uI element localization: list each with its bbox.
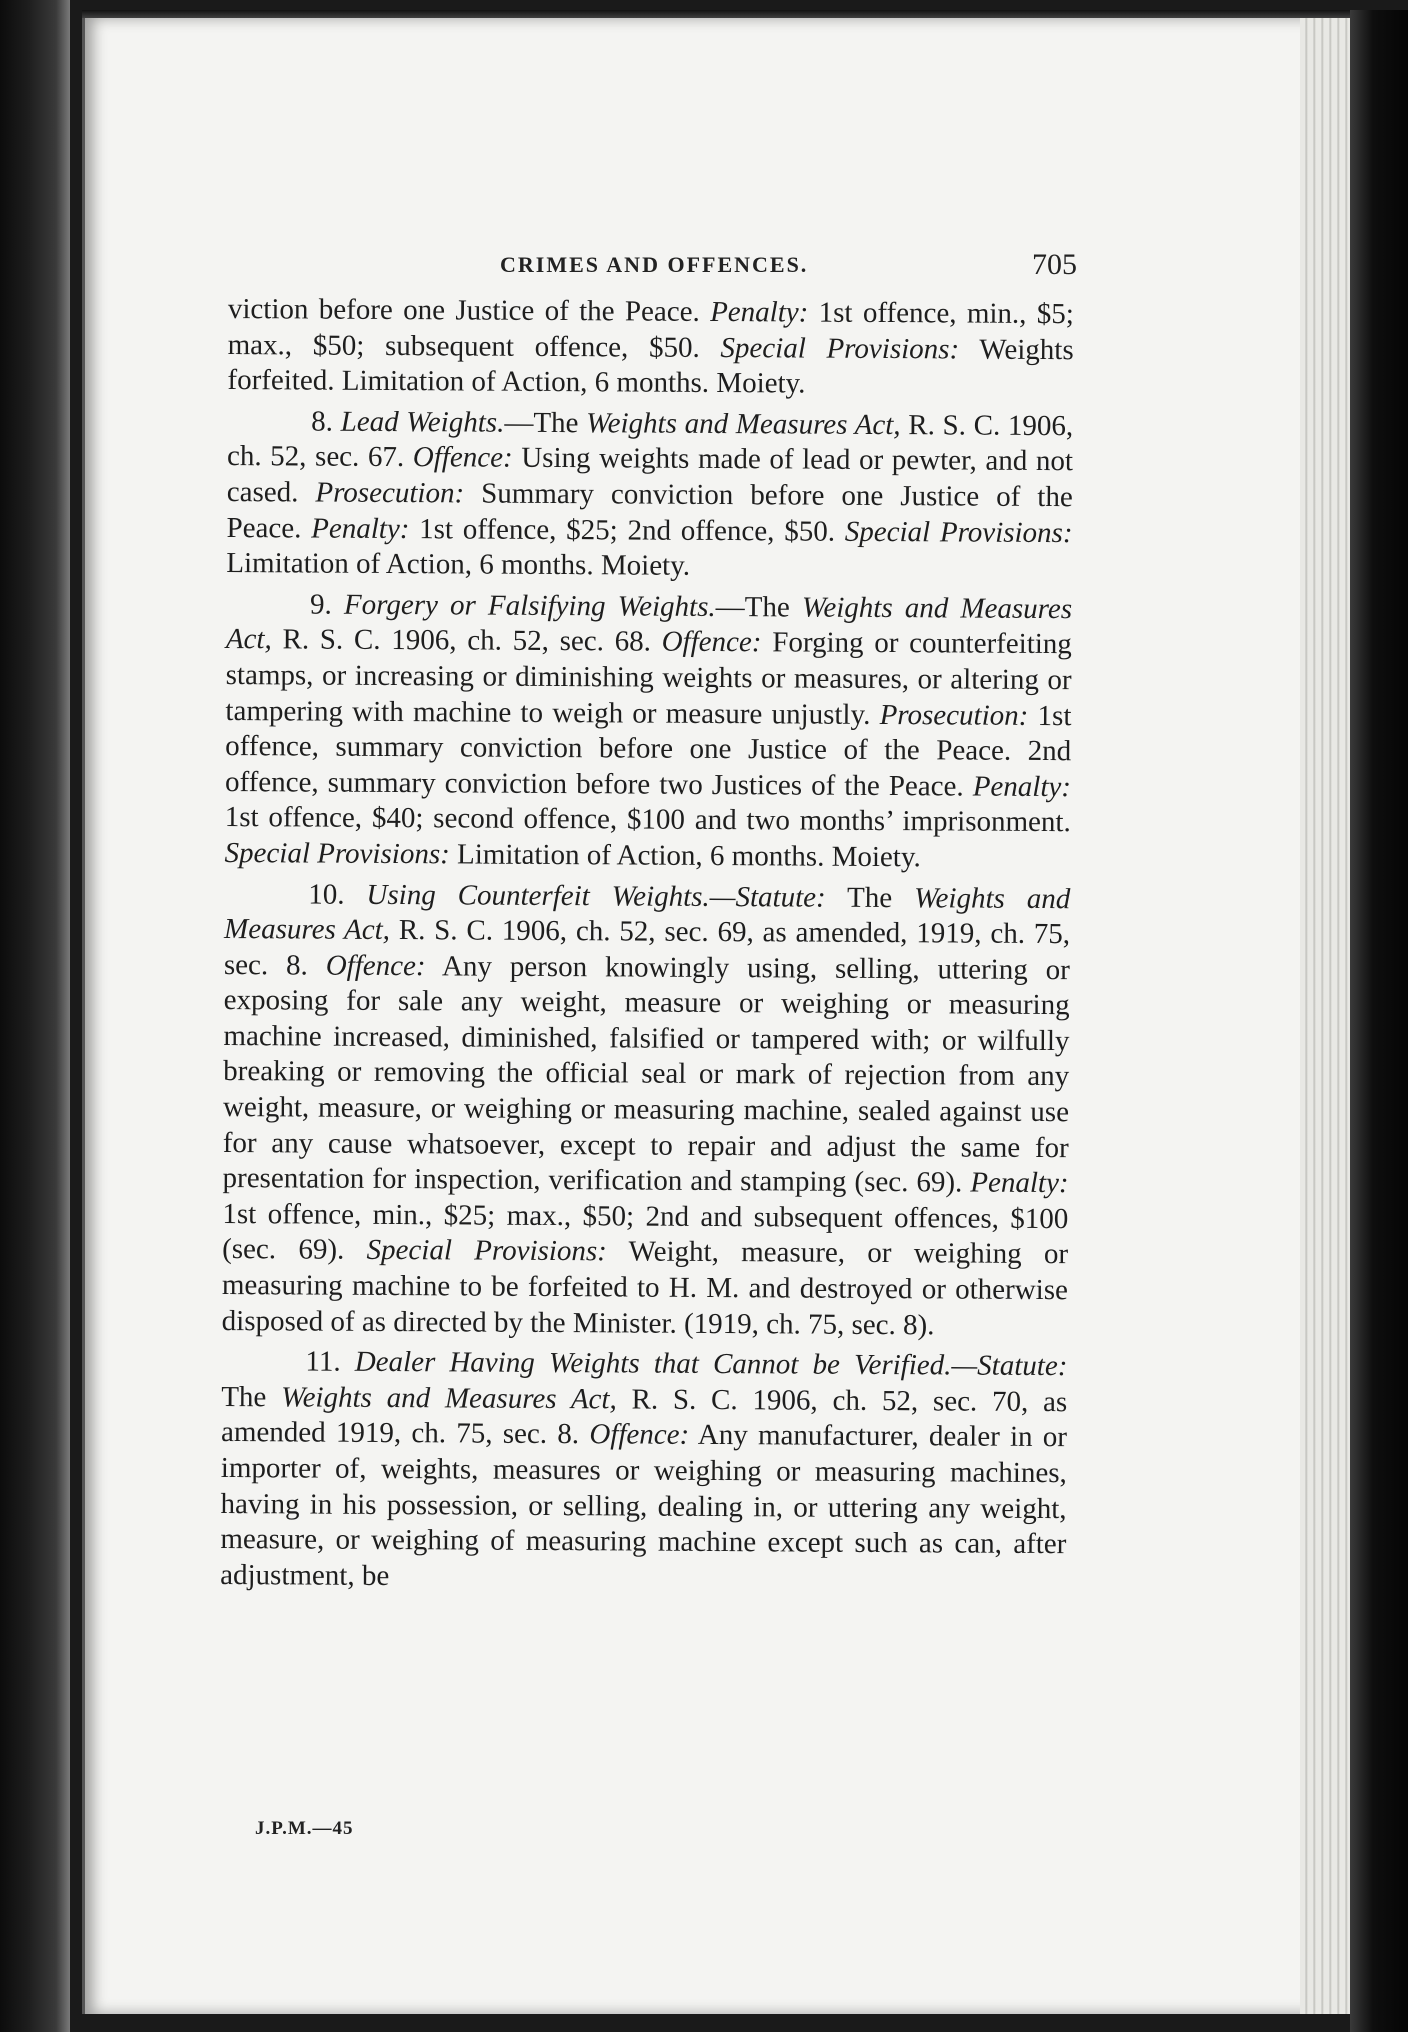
text-run: Any person knowingly using, selling, uttering or exposing for sale any weight, measure or weighing or measuring machine increased, diminished, falsified or tampered with; or wilfully breaking or removing the official seal or mark of rejection from any weight, measure, or weighing or measuring machine, sealed against use for any cause whatsoever, except to repair and adjust the same for presentation for inspection, verification and stamping (sec. 69). xyxy=(222,949,1070,1199)
italic-run: Special Provisions: xyxy=(224,836,450,871)
text-run: —The xyxy=(504,406,587,439)
paragraph-8-lead-weights xyxy=(226,404,1073,587)
page-stack-edge xyxy=(1300,18,1350,2014)
text-run: R. S. C. 1906, ch. 52, sec. 70, as amended 1919, ch. 75, sec. 8. xyxy=(220,1383,1068,1451)
book-edge-left xyxy=(0,0,70,2032)
italic-run: Weights and Measures Act, xyxy=(224,881,1071,947)
italic-run: Weights and Measures Act, xyxy=(281,1381,617,1416)
text-run: The xyxy=(221,1380,282,1414)
paragraph-9-forgery xyxy=(224,587,1072,877)
text-run: Any manufacturer, dealer in or importer of, weights, measures or weighing or measuring machines, having in his possession, or selling, dealing in, or uttering any weight, measure, or weighing of measuring machine except such as can, after adjustment, be xyxy=(220,1419,1068,1592)
italic-run: Penalty: xyxy=(972,770,1072,803)
text-run: 11. xyxy=(305,1345,355,1379)
paragraph-11-dealer xyxy=(220,1344,1068,1598)
italic-run: Prosecution: xyxy=(315,476,465,510)
running-title: CRIMES AND OFFENCES. xyxy=(500,252,809,277)
italic-run: Forgery or Falsifying Weights. xyxy=(343,588,716,623)
page-number: 705 xyxy=(1032,248,1077,281)
text-run: Weight, measure, or weighing or measuring machine to be forfeited to H. M. and destroyed or otherwise disposed of as directed by the Minister. (1919, ch. 75, sec. 8). xyxy=(221,1235,1069,1341)
italic-run: Weights and Measures Act, xyxy=(586,406,901,441)
paragraph-10-counterfeit xyxy=(222,876,1071,1344)
text-run: 1st offence, min., $5; max., $50; subsequent offence, $50. xyxy=(227,296,1074,364)
text-run: 10. xyxy=(308,878,367,911)
text-run: The xyxy=(825,881,915,914)
italic-run: Lead Weights. xyxy=(340,405,505,439)
body-text xyxy=(220,292,1074,1604)
italic-run: Prosecution: xyxy=(879,698,1029,732)
text-run: Summary conviction before one Justice of the Peace. xyxy=(226,477,1073,545)
italic-run: Penalty: xyxy=(710,295,809,329)
text-run: Limitation of Action, 6 months. Moiety. xyxy=(449,838,921,874)
text-run: Forging or counterfeiting stamps, or increasing or diminishing weights or measures, or altering or tampering with machine to weigh or measure unjustly. xyxy=(225,626,1072,731)
italic-run: Weights and Measures Act, xyxy=(225,591,1073,656)
italic-run: Special Provisions: xyxy=(366,1234,607,1268)
text-run: 9. xyxy=(309,588,345,621)
italic-run: Penalty: xyxy=(311,512,410,545)
text-run: R. S. C. 1906, ch. 52, sec. 67. xyxy=(226,408,1074,474)
text-run: 1st offence, summary conviction before one Justice of the Peace. 2nd offence, summary conviction before two Justices of the Peace. xyxy=(224,699,1072,803)
italic-run: Offence: xyxy=(589,1418,690,1452)
text-run: 1st offence, min., $25; max., $50; 2nd and subsequent offences, $100 (sec. 69). xyxy=(222,1197,1069,1267)
text-run: R. S. C. 1906, ch. 52, sec. 69, as amended, 1919, ch. 75, sec. 8. xyxy=(223,914,1071,982)
text-run: viction before one Justice of the Peace. xyxy=(227,292,711,328)
italic-run: Dealer Having Weights that Cannot be Verified.—Statute: xyxy=(354,1346,1068,1383)
italic-run: Offence: xyxy=(412,441,513,475)
text-run: 1st offence, $25; 2nd offence, $50. xyxy=(409,512,845,548)
text-run: Using weights made of lead or pewter, and not cased. xyxy=(226,442,1074,509)
text-run: 8. xyxy=(311,405,341,438)
text-run: Weights forfeited. Limitation of Action, 6 months. Moiety. xyxy=(227,333,1074,400)
italic-run: Penalty: xyxy=(970,1166,1069,1200)
paragraph-continuation xyxy=(227,292,1074,404)
text-run: —The xyxy=(715,590,802,624)
italic-run: Using Counterfeit Weights.—Statute: xyxy=(366,878,826,914)
text-run: 1st offence, $40; second offence, $100 and two months’ imprisonment. xyxy=(224,801,1071,839)
running-head xyxy=(0,248,1408,288)
text-run: Limitation of Action, 6 months. Moiety. xyxy=(226,547,691,582)
italic-run: Special Provisions: xyxy=(720,331,960,366)
signature-mark: J.P.M.—45 xyxy=(255,1818,354,1839)
italic-run: Special Provisions: xyxy=(844,515,1073,549)
italic-run: Offence: xyxy=(325,949,426,982)
book-edge-right xyxy=(1350,10,1408,2032)
text-run: R. S. C. 1906, ch. 52, sec. 68. xyxy=(271,623,662,658)
italic-run: Offence: xyxy=(661,625,762,659)
